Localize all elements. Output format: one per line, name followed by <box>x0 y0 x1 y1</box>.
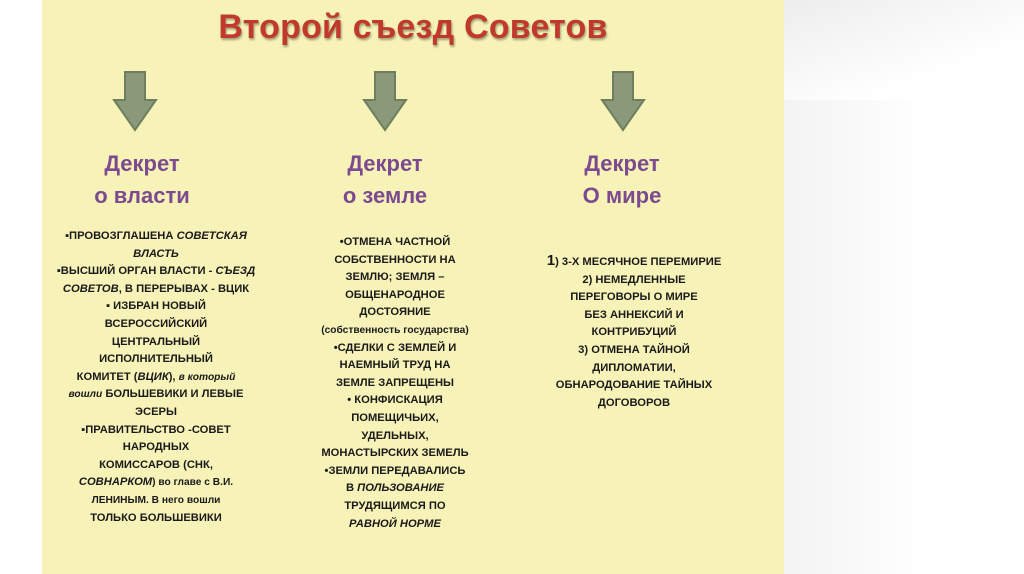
text-fragment: в который <box>178 371 236 383</box>
text-line <box>42 510 270 528</box>
text-fragment: СОВЕТСКАЯ <box>176 230 247 242</box>
decree-peace-heading <box>522 148 722 212</box>
text-line <box>282 463 508 481</box>
text-fragment: ОБНАРОДОВАНИЕ ТАЙНЫХ <box>555 379 713 392</box>
text-line <box>42 281 270 299</box>
text-fragment: ) 3-Х МЕСЯЧНОЕ ПЕРЕМИРИЕ <box>555 256 722 268</box>
text-fragment: БЕЗ АННЕКСИЙ И <box>584 308 684 321</box>
text-fragment: ТРУДЯЩИМСЯ ПО <box>344 499 446 512</box>
text-fragment: ▪ПРОВОЗГЛАШЕНА <box>65 230 177 242</box>
text-fragment: ТОЛЬКО БОЛЬШЕВИКИ <box>90 511 222 524</box>
text-line <box>282 304 508 322</box>
text-fragment: ЭСЕРЫ <box>135 405 177 418</box>
heading-line: О мире <box>582 183 662 208</box>
text-line <box>514 360 754 378</box>
text-fragment: ДИПЛОМАТИИ, <box>592 361 676 374</box>
text-fragment: ), <box>168 370 179 383</box>
decree-peace-text <box>514 252 754 412</box>
text-fragment: СОБСТВЕННОСТИ НА <box>334 253 456 266</box>
text-line <box>42 263 270 281</box>
text-fragment: БОЛЬШЕВИКИ И ЛЕВЫЕ <box>102 388 244 401</box>
text-line <box>42 457 270 475</box>
text-fragment: 2) НЕМЕДЛЕННЫЕ <box>582 273 686 286</box>
text-line <box>42 439 270 457</box>
down-arrow-icon <box>112 70 158 132</box>
decree-land-text <box>282 234 508 533</box>
text-line <box>282 322 508 340</box>
text-line <box>42 474 270 492</box>
text-fragment: ▪ВЫСШИЙ ОРГАН ВЛАСТИ - <box>56 265 216 278</box>
text-fragment: ВСЕРОССИЙСКИЙ <box>104 317 208 330</box>
page-title: Второй съезд Советов <box>218 8 608 46</box>
heading-line: Декрет <box>347 151 423 176</box>
text-line <box>282 410 508 428</box>
text-fragment: ) во главе с В.И. <box>152 477 234 489</box>
text-fragment: • КОНФИСКАЦИЯ <box>347 394 443 407</box>
text-line <box>42 492 270 510</box>
text-line <box>514 289 754 307</box>
text-line <box>42 369 270 387</box>
text-fragment: ПОМЕЩИЧЬИХ, <box>351 411 439 424</box>
text-line <box>42 316 270 334</box>
text-fragment: КОМИССАРОВ (СНК, <box>99 458 213 471</box>
text-line <box>282 375 508 393</box>
text-fragment: ВЛАСТЬ <box>133 247 179 260</box>
text-fragment: КОМИТЕТ ( <box>76 370 138 383</box>
text-fragment: УДЕЛЬНЫХ, <box>361 429 429 442</box>
text-line <box>42 228 270 246</box>
heading-line: о власти <box>94 183 190 208</box>
text-fragment: ▪ ИЗБРАН НОВЫЙ <box>106 300 206 313</box>
text-fragment: В <box>345 482 358 495</box>
text-line <box>42 246 270 264</box>
text-line <box>282 287 508 305</box>
text-line <box>514 307 754 325</box>
text-fragment: ЗЕМЛЕ ЗАПРЕЩЕНЫ <box>335 376 454 389</box>
text-line <box>282 392 508 410</box>
text-fragment: 1 <box>546 252 556 269</box>
text-line <box>282 357 508 375</box>
text-line <box>514 395 754 413</box>
decree-power-text <box>42 228 270 527</box>
heading-line: о земле <box>342 183 428 208</box>
text-fragment: ВЦИК <box>137 370 169 383</box>
text-line <box>282 516 508 534</box>
slide-margin <box>784 0 1024 574</box>
text-fragment: ИСПОЛНИТЕЛЬНЫЙ <box>99 353 213 366</box>
text-fragment: СЪЕЗД <box>215 265 256 278</box>
text-fragment: ДОГОВОРОВ <box>597 396 671 409</box>
text-line <box>282 252 508 270</box>
text-fragment: ЛЕНИНЫМ. В него <box>91 494 185 506</box>
text-fragment: (собственность государства) <box>321 324 469 336</box>
text-fragment: ЦЕНТРАЛЬНЫЙ <box>111 335 201 348</box>
text-line <box>282 480 508 498</box>
text-fragment: НАЕМНЫЙ ТРУД НА <box>339 359 451 372</box>
text-line <box>514 324 754 342</box>
text-fragment: ОБЩЕНАРОДНОЕ <box>345 288 445 301</box>
text-fragment: вошли <box>68 389 103 401</box>
text-line <box>42 298 270 316</box>
text-line <box>514 272 754 290</box>
text-fragment: вошли <box>184 494 221 506</box>
text-fragment: РАВНОЙ НОРМЕ <box>349 517 441 530</box>
text-fragment: МОНАСТЫРСКИХ ЗЕМЕЛЬ <box>321 447 469 460</box>
decree-power-heading <box>42 148 242 212</box>
text-line <box>42 404 270 422</box>
text-line <box>514 252 754 272</box>
text-fragment: , В ПЕРЕРЫВАХ - ВЦИК <box>118 282 250 295</box>
text-line <box>42 334 270 352</box>
text-fragment: 3) ОТМЕНА ТАЙНОЙ <box>578 343 690 356</box>
text-fragment: ДОСТОЯНИЕ <box>359 306 431 319</box>
heading-line: Декрет <box>584 151 660 176</box>
text-line <box>282 269 508 287</box>
text-fragment: НАРОДНЫХ <box>122 441 190 454</box>
text-line <box>514 342 754 360</box>
text-fragment: СОВНАРКОМ <box>78 476 153 489</box>
text-line <box>282 445 508 463</box>
text-fragment: •ЗЕМЛИ ПЕРЕДАВАЛИСЬ <box>324 464 466 477</box>
text-fragment: ПЕРЕГОВОРЫ О МИРЕ <box>570 291 698 304</box>
decree-land-heading <box>285 148 485 212</box>
text-line <box>42 351 270 369</box>
text-line <box>514 377 754 395</box>
text-fragment: СОВЕТОВ <box>62 282 119 295</box>
text-fragment: •СДЕЛКИ С ЗЕМЛЕЙ И <box>333 341 457 354</box>
text-line <box>282 340 508 358</box>
down-arrow-icon <box>600 70 646 132</box>
text-line <box>42 422 270 440</box>
text-fragment: ЗЕМЛЮ; ЗЕМЛЯ – <box>345 271 445 284</box>
text-line <box>42 386 270 404</box>
text-line <box>282 428 508 446</box>
text-fragment: •ОТМЕНА ЧАСТНОЙ <box>339 236 451 248</box>
text-fragment: ▪ПРАВИТЕЛЬСТВО -СОВЕТ <box>81 423 231 436</box>
text-line <box>282 234 508 252</box>
text-fragment: КОНТРИБУЦИЙ <box>591 326 677 339</box>
slide <box>42 0 784 574</box>
heading-line: Декрет <box>104 151 180 176</box>
down-arrow-icon <box>362 70 408 132</box>
text-fragment: ПОЛЬЗОВАНИЕ <box>357 482 445 495</box>
text-line <box>282 498 508 516</box>
